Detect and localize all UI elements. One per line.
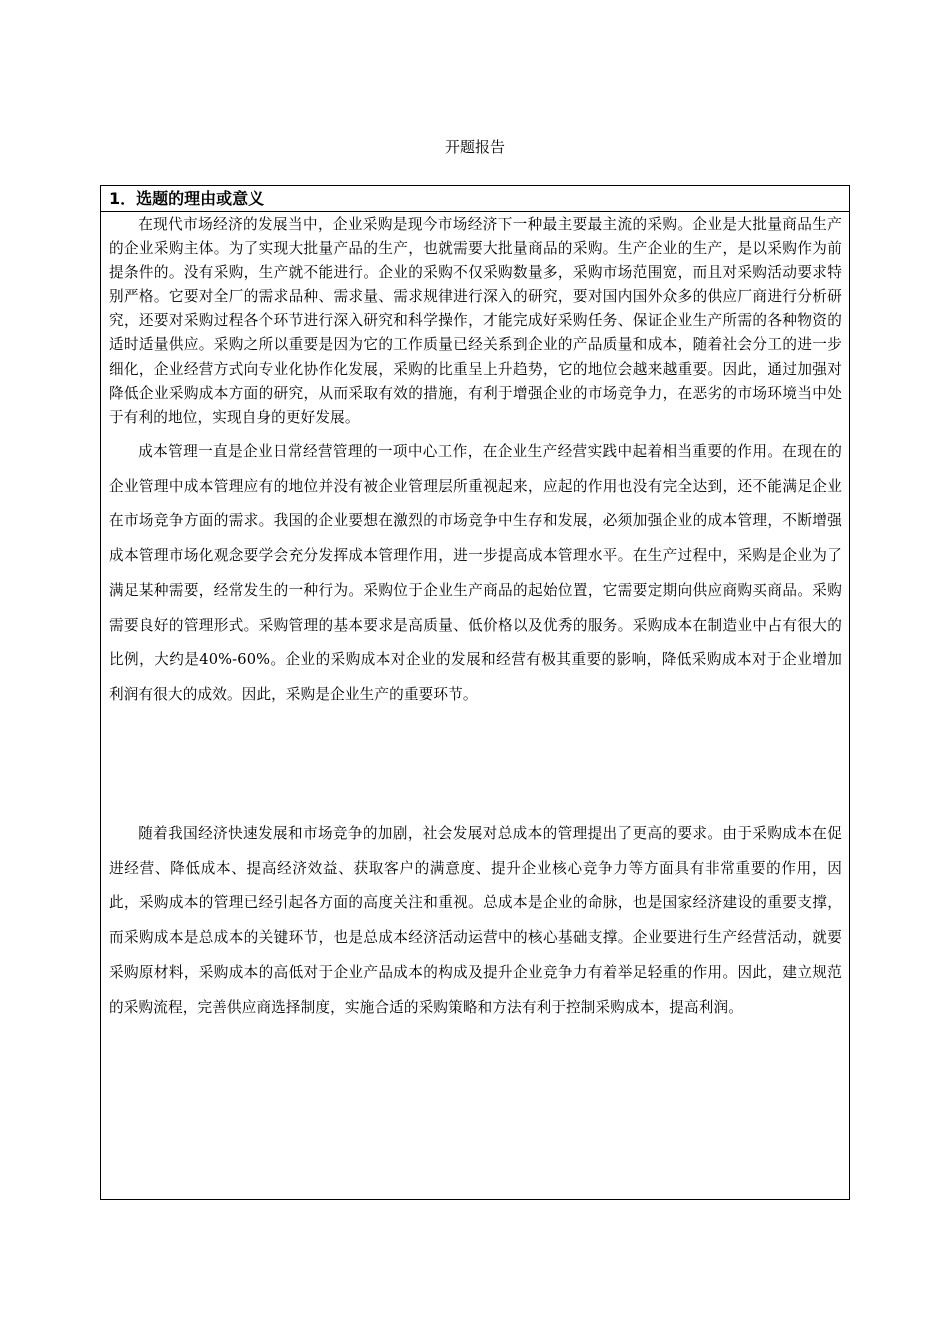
document-title: 开题报告 [444, 138, 505, 156]
paragraph-2: 成本管理一直是企业日常经营管理的一项中心工作，在企业生产经营实践中起着相当重要的作用。在现在的企业管理中成本管理应有的地位并没有被企业管理层所重视起来，应起的作用也没有完全达到，还不能满足企业在市场竞争方面的需求。我国的企业要想在激烈的市场竞争中生存和发展，必须加强企业的成本管理，不断增强成本管理市场化观念要学会充分发挥成本管理作用，进一步提高成本管理水平。在生产过程中，采购是企业为了满足某种需要，经常发生的一种行为。采购位于企业生产商品的起始位置，它需要定期向供应商购买商品。采购需要良好的管理形式。采购管理的基本要求是高质量、低价格以及优秀的服务。采购成本在制造业中占有很大的比例，大约是40%-60%。企业的采购成本对企业的发展和经营有极其重要的影响，降低采购成本对于企业增加利润有很大的成效。因此，采购是企业生产的重要环节。 [109, 443, 842, 703]
section-heading: 1．选题的理由或意义 [101, 186, 849, 212]
paragraph-3: 随着我国经济快速发展和市场竞争的加剧，社会发展对总成本的管理提出了更高的要求。由于采购成本在促进经营、降低成本、提高经济效益、获取客户的满意度、提升企业核心竞争力等方面具有非常重要的作用，因此，采购成本的管理已经引起各方面的高度关注和重视。总成本是企业的命脉，也是国家经济建设的重要支撑，而采购成本是总成本的关键环节，也是总成本经济活动运营中的核心基础支撑。企业要进行生产经营活动，就要采购原材料，采购成本的高低对于企业产品成本的构成及提升企业竞争力有着举足轻重的作用。因此，建立规范的采购流程，完善供应商选择制度，实施合适的采购策略和方法有利于控制采购成本，提高利润。 [109, 825, 842, 1016]
paragraph-1: 在现代市场经济的发展当中，企业采购是现今市场经济下一种最主要最主流的采购。企业是大批量商品生产的企业采购主体。为了实现大批量产品的生产，也就需要大批量商品的采购。生产企业的生产，是以采购作为前提条件的。没有采购，生产就不能进行。企业的采购不仅采购数量多，采购市场范围宽，而且对采购活动要求特别严格。它要对全厂的需求品种、需求量、需求规律进行深入的研究，要对国内国外众多的供应厂商进行分析研究，还要对采购过程各个环节进行深入研究和科学操作，才能完成好采购任务、保证企业生产所需的各种物资的适时适量供应。采购之所以重要是因为它的工作质量已经关系到企业的产品质量和成本，随着社会分工的进一步细化，企业经营方式向专业化协作化发展，采购的比重呈上升趋势，它的地位会越来越重要。因此，通过加强对降低企业采购成本方面的研究，从而采取有效的措施，有利于增强企业的市场竞争力，在恶劣的市场环境当中处于有利的地位，实现自身的更好发展。 [109, 216, 842, 426]
proposal-form-table [100, 185, 850, 1200]
